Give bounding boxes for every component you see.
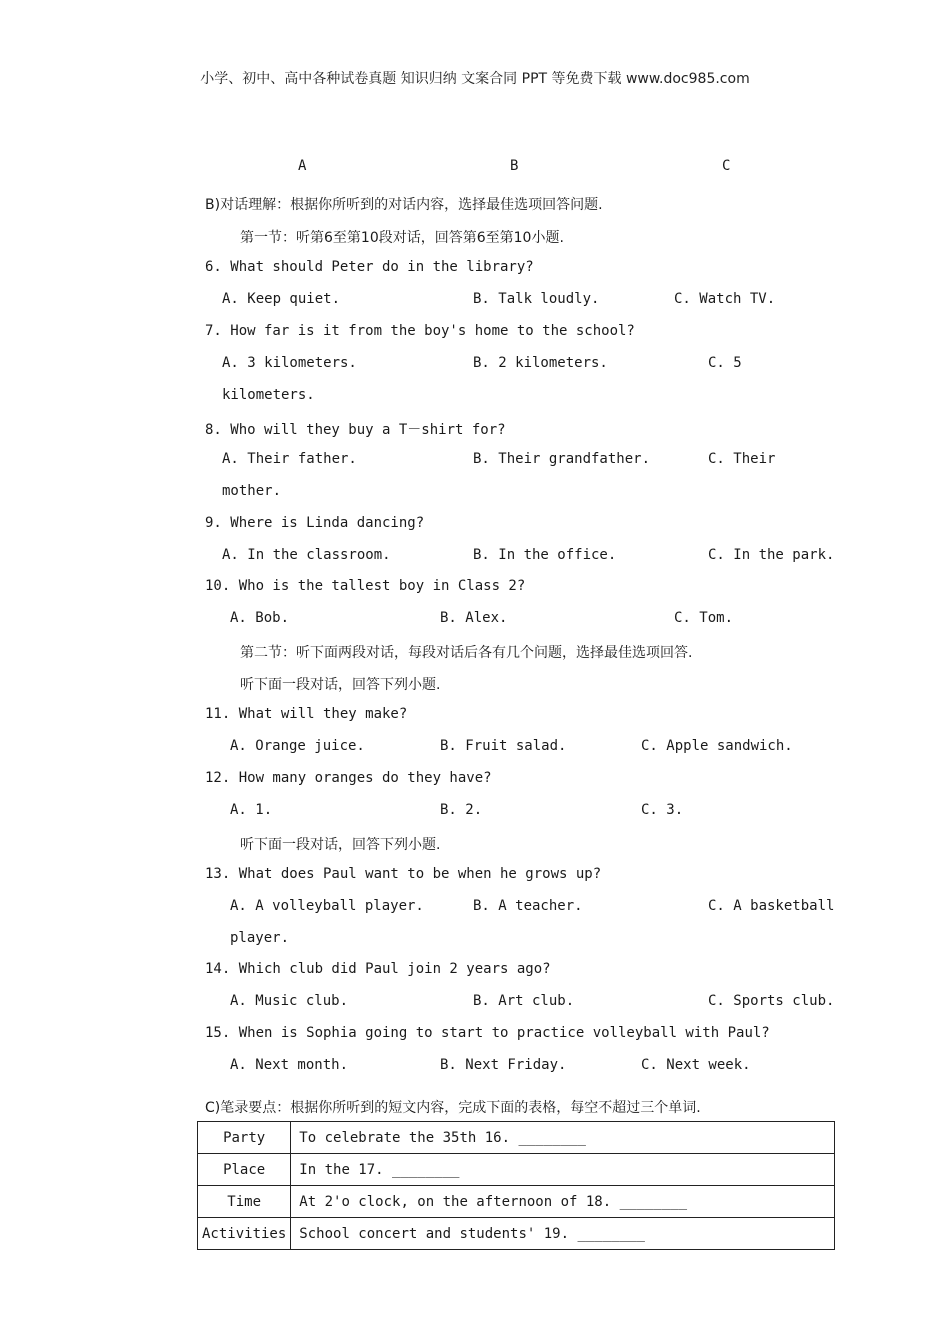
blank-18-cell[interactable]: At 2'o clock, on the afternoon of 18. ________ [291,1186,835,1218]
question-10: 10. Who is the tallest boy in Class 2? [205,578,526,594]
option-14c: C. Sports club. [708,993,835,1009]
option-13c-wrap: player. [230,930,290,946]
option-9c: C. In the park. [708,547,835,563]
option-14b: B. Art club. [473,993,575,1009]
option-13a: A. A volleyball player. [230,898,424,914]
section-b-part1: 第一节：听第6至第10段对话，回答第6至第10小题. [240,230,564,246]
section-b-title: B)对话理解：根据你所听到的对话内容，选择最佳选项回答问题. [205,197,603,213]
table-row [198,1154,835,1186]
section-b-part2: 第二节：听下面两段对话，每段对话后各有几个问题，选择最佳选项回答. [240,645,693,661]
question-6: 6. What should Peter do in the library? [205,259,534,275]
option-7c-wrap: kilometers. [222,387,315,403]
question-8: 8. Who will they buy a T－shirt for? [205,422,506,438]
question-13: 13. What does Paul want to be when he grows up? [205,866,602,882]
question-9: 9. Where is Linda dancing? [205,515,425,531]
option-11a: A. Orange juice. [230,738,365,754]
option-9b: B. In the office. [473,547,617,563]
picture-label-a: A [298,158,307,174]
table-row [198,1122,835,1154]
table-row [198,1186,835,1218]
option-10c: C. Tom. [674,610,734,626]
option-11b: B. Fruit salad. [440,738,567,754]
notes-table [197,1121,835,1250]
dialog-intro-1: 听下面一段对话，回答下列小题. [240,677,441,693]
question-14: 14. Which club did Paul join 2 years ago? [205,961,551,977]
option-8b: B. Their grandfather. [473,451,651,467]
question-11: 11. What will they make? [205,706,408,722]
option-7c: C. 5 [708,355,742,371]
option-13c: C. A basketball [708,898,835,914]
option-15a: A. Next month. [230,1057,349,1073]
option-6c: C. Watch TV. [674,291,776,307]
option-15b: B. Next Friday. [440,1057,567,1073]
option-7b: B. 2 kilometers. [473,355,608,371]
option-7a: A. 3 kilometers. [222,355,357,371]
blank-19-cell[interactable]: School concert and students' 19. ________ [291,1218,835,1250]
picture-label-c: C [722,158,731,174]
option-6a: A. Keep quiet. [222,291,341,307]
blank-17-cell[interactable]: In the 17. ________ [291,1154,835,1186]
dialog-intro-2: 听下面一段对话，回答下列小题. [240,837,441,853]
page-header: 小学、初中、高中各种试卷真题 知识归纳 文案合同 PPT 等免费下载 www.doc985.com [200,71,750,87]
table-row [198,1218,835,1250]
option-12c: C. 3. [641,802,684,818]
question-15: 15. When is Sophia going to start to practice volleyball with Paul? [205,1025,770,1041]
option-12a: A. 1. [230,802,273,818]
option-9a: A. In the classroom. [222,547,391,563]
table-key-activities: Activities [198,1218,291,1250]
option-6b: B. Talk loudly. [473,291,600,307]
table-key-time: Time [198,1186,291,1218]
option-11c: C. Apple sandwich. [641,738,793,754]
option-8c-wrap: mother. [222,483,282,499]
blank-16-cell[interactable]: To celebrate the 35th 16. ________ [291,1122,835,1154]
section-c-title: C)笔录要点：根据你所听到的短文内容，完成下面的表格，每空不超过三个单词. [205,1100,701,1116]
table-key-place: Place [198,1154,291,1186]
option-10a: A. Bob. [230,610,290,626]
question-12: 12. How many oranges do they have? [205,770,492,786]
option-15c: C. Next week. [641,1057,751,1073]
option-13b: B. A teacher. [473,898,583,914]
option-10b: B. Alex. [440,610,508,626]
option-8a: A. Their father. [222,451,357,467]
option-14a: A. Music club. [230,993,349,1009]
table-key-party: Party [198,1122,291,1154]
question-7: 7. How far is it from the boy's home to the school? [205,323,635,339]
option-8c: C. Their [708,451,776,467]
picture-label-b: B [510,158,519,174]
option-12b: B. 2. [440,802,483,818]
